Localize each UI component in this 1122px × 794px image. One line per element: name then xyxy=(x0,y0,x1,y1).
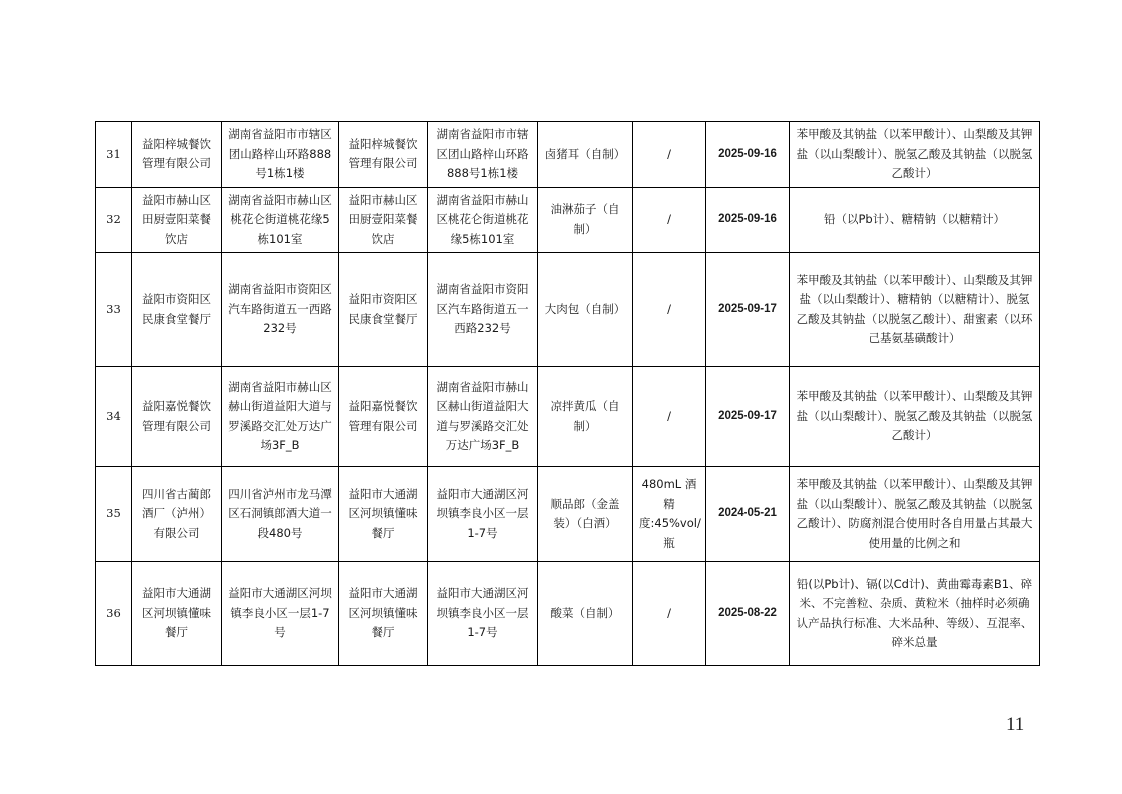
cell-sampled-address: 益阳市大通湖区河坝镇李良小区一层1-7号 xyxy=(428,562,538,666)
cell-producer-address: 湖南省益阳市赫山区桃花仑街道桃花缘5栋101室 xyxy=(222,187,339,253)
cell-sampled-unit: 益阳嘉悦餐饮管理有限公司 xyxy=(339,367,428,467)
cell-number: 36 xyxy=(96,562,132,666)
cell-producer: 益阳市资阳区民康食堂餐厅 xyxy=(132,253,222,367)
cell-number: 32 xyxy=(96,187,132,253)
cell-food-name: 酸菜（自制） xyxy=(538,562,633,666)
cell-producer-address: 湖南省益阳市资阳区汽车路街道五一西路232号 xyxy=(222,253,339,367)
cell-sampled-address: 湖南省益阳市资阳区汽车路街道五一西路232号 xyxy=(428,253,538,367)
cell-food-name: 凉拌黄瓜（自制） xyxy=(538,367,633,467)
cell-producer: 益阳梓城餐饮管理有限公司 xyxy=(132,122,222,188)
cell-test-items: 苯甲酸及其钠盐（以苯甲酸计）、山梨酸及其钾盐（以山梨酸计）、脱氢乙酸及其钠盐（以脱氢乙酸计） xyxy=(790,122,1040,188)
cell-production-date: 2025-09-17 xyxy=(706,367,790,467)
cell-test-items: 苯甲酸及其钠盐（以苯甲酸计）、山梨酸及其钾盐（以山梨酸计）、脱氢乙酸及其钠盐（以脱氢乙酸计）、防腐剂混合使用时各自用量占其最大使用量的比例之和 xyxy=(790,467,1040,562)
cell-food-name: 卤猪耳（自制） xyxy=(538,122,633,188)
cell-spec: 480mL 酒精度:45%vol/瓶 xyxy=(633,467,706,562)
cell-sampled-unit: 益阳市大通湖区河坝镇懂味餐厅 xyxy=(339,562,428,666)
cell-producer-address: 四川省泸州市龙马潭区石洞镇郎酒大道一段480号 xyxy=(222,467,339,562)
cell-sampled-unit: 益阳市大通湖区河坝镇懂味餐厅 xyxy=(339,467,428,562)
page-number: 11 xyxy=(1006,714,1025,735)
cell-producer-address: 湖南省益阳市市辖区团山路梓山环路888号1栋1楼 xyxy=(222,122,339,188)
cell-test-items: 铅(以Pb计)、镉(以Cd计)、黄曲霉毒素B1、碎米、不完善粒、杂质、黄粒米（抽样时必须确认产品执行标准、大米品种、等级）、互混率、碎米总量 xyxy=(790,562,1040,666)
cell-producer-address: 湖南省益阳市赫山区赫山街道益阳大道与罗溪路交汇处万达广场3F_B xyxy=(222,367,339,467)
cell-number: 34 xyxy=(96,367,132,467)
cell-sampled-address: 益阳市大通湖区河坝镇李良小区一层1-7号 xyxy=(428,467,538,562)
cell-spec: / xyxy=(633,562,706,666)
cell-sampled-unit: 益阳市资阳区民康食堂餐厅 xyxy=(339,253,428,367)
table-row xyxy=(96,467,1040,562)
table-row xyxy=(96,367,1040,467)
cell-production-date: 2025-09-17 xyxy=(706,253,790,367)
table-row xyxy=(96,562,1040,666)
cell-producer: 益阳市大通湖区河坝镇懂味餐厅 xyxy=(132,562,222,666)
cell-producer: 益阳嘉悦餐饮管理有限公司 xyxy=(132,367,222,467)
cell-producer: 益阳市赫山区田厨壹阳菜餐饮店 xyxy=(132,187,222,253)
cell-production-date: 2025-09-16 xyxy=(706,122,790,188)
cell-sampled-unit: 益阳市赫山区田厨壹阳菜餐饮店 xyxy=(339,187,428,253)
table-body xyxy=(96,122,1040,666)
cell-test-items: 苯甲酸及其钠盐（以苯甲酸计）、山梨酸及其钾盐（以山梨酸计）、糖精钠（以糖精计）、脱氢乙酸及其钠盐（以脱氢乙酸计）、甜蜜素（以环己基氨基磺酸计） xyxy=(790,253,1040,367)
cell-production-date: 2024-05-21 xyxy=(706,467,790,562)
cell-number: 33 xyxy=(96,253,132,367)
cell-producer: 四川省古蔺郎酒厂（泸州）有限公司 xyxy=(132,467,222,562)
cell-production-date: 2025-08-22 xyxy=(706,562,790,666)
cell-spec: / xyxy=(633,367,706,467)
cell-sampled-address: 湖南省益阳市赫山区赫山街道益阳大道与罗溪路交汇处万达广场3F_B xyxy=(428,367,538,467)
cell-spec: / xyxy=(633,187,706,253)
cell-food-name: 油淋茄子（自制） xyxy=(538,187,633,253)
cell-food-name: 大肉包（自制） xyxy=(538,253,633,367)
cell-food-name: 顺品郎（金盖装）（白酒） xyxy=(538,467,633,562)
cell-producer-address: 益阳市大通湖区河坝镇李良小区一层1-7号 xyxy=(222,562,339,666)
sampling-results-table xyxy=(95,121,1040,666)
cell-sampled-address: 湖南省益阳市市辖区团山路梓山环路888号1栋1楼 xyxy=(428,122,538,188)
cell-test-items: 铅（以Pb计）、糖精钠（以糖精计） xyxy=(790,187,1040,253)
table-row xyxy=(96,122,1040,188)
table-row xyxy=(96,187,1040,253)
cell-number: 35 xyxy=(96,467,132,562)
table-row xyxy=(96,253,1040,367)
cell-spec: / xyxy=(633,122,706,188)
cell-spec: / xyxy=(633,253,706,367)
cell-sampled-unit: 益阳梓城餐饮管理有限公司 xyxy=(339,122,428,188)
cell-production-date: 2025-09-16 xyxy=(706,187,790,253)
cell-number: 31 xyxy=(96,122,132,188)
cell-test-items: 苯甲酸及其钠盐（以苯甲酸计）、山梨酸及其钾盐（以山梨酸计）、脱氢乙酸及其钠盐（以脱氢乙酸计） xyxy=(790,367,1040,467)
cell-sampled-address: 湖南省益阳市赫山区桃花仑街道桃花缘5栋101室 xyxy=(428,187,538,253)
